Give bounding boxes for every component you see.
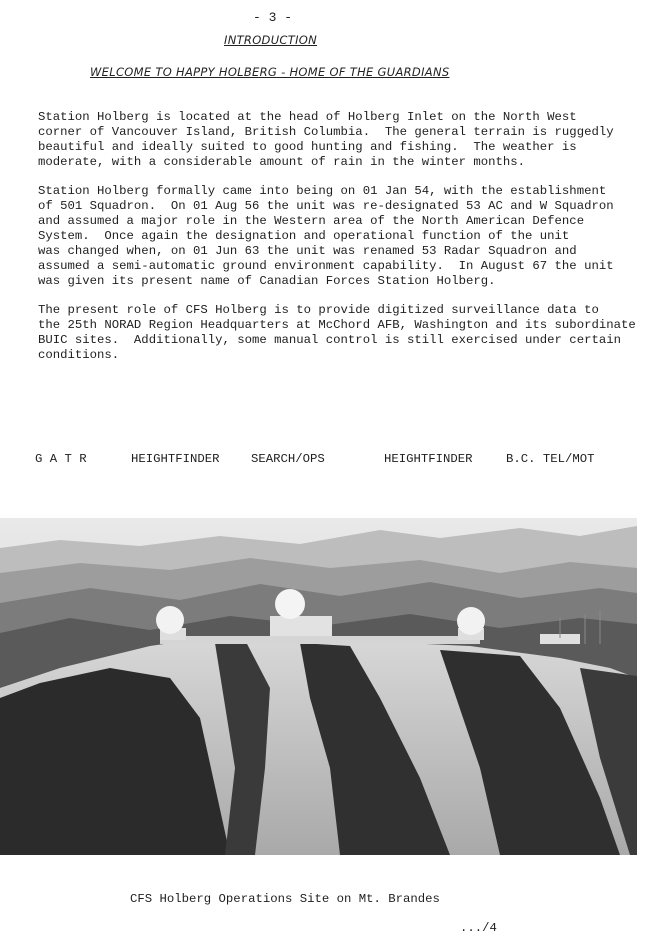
continuation-marker: .../4 [460,921,497,935]
text-line: the 25th NORAD Region Headquarters at McChord AFB, Washington and its subordinate [38,318,636,332]
text-line: corner of Vancouver Island, British Columbia. The general terrain is ruggedly [38,125,614,139]
photo-label-search-ops: SEARCH/OPS [251,452,325,466]
page-subheading: WELCOME TO HAPPY HOLBERG - HOME OF THE GUARDIANS [90,65,450,79]
page-number: - 3 - [252,10,292,25]
mountain-radar-site-photo [0,518,637,855]
text-line: Station Holberg is located at the head of Holberg Inlet on the North West [38,110,577,124]
paragraph-history [38,184,648,289]
text-line: conditions. [38,348,120,362]
text-line: of 501 Squadron. On 01 Aug 56 the unit was re-designated 53 AC and W Squadron [38,199,614,213]
photo-label-heightfinder-left: HEIGHTFINDER [131,452,220,466]
text-line: beautiful and ideally suited to good hunting and fishing. The weather is [38,140,577,154]
text-line: The present role of CFS Holberg is to provide digitized surveillance data to [38,303,599,317]
photo-caption: CFS Holberg Operations Site on Mt. Brandes [130,892,440,906]
text-line: moderate, with a considerable amount of rain in the winter months. [38,155,526,169]
text-line: and assumed a major role in the Western area of the North American Defence [38,214,585,228]
text-line: assumed a semi-automatic ground environment capability. In August 67 the unit [38,259,614,273]
text-line: was changed when, on 01 Jun 63 the unit was renamed 53 Radar Squadron and [38,244,577,258]
page-heading: INTRODUCTION [224,33,318,47]
photo-label-heightfinder-right: HEIGHTFINDER [384,452,473,466]
paragraph-role [38,303,648,363]
text-line: Station Holberg formally came into being on 01 Jan 54, with the establishment [38,184,607,198]
text-line: System. Once again the designation and operational function of the unit [38,229,570,243]
text-line: was given its present name of Canadian Forces Station Holberg. [38,274,496,288]
text-line: BUIC sites. Additionally, some manual control is still exercised under certain [38,333,621,347]
photo-label-gatr: G A T R [35,452,87,466]
paragraph-location [38,110,648,170]
photo-label-bc-tel: B.C. TEL/MOT [506,452,595,466]
